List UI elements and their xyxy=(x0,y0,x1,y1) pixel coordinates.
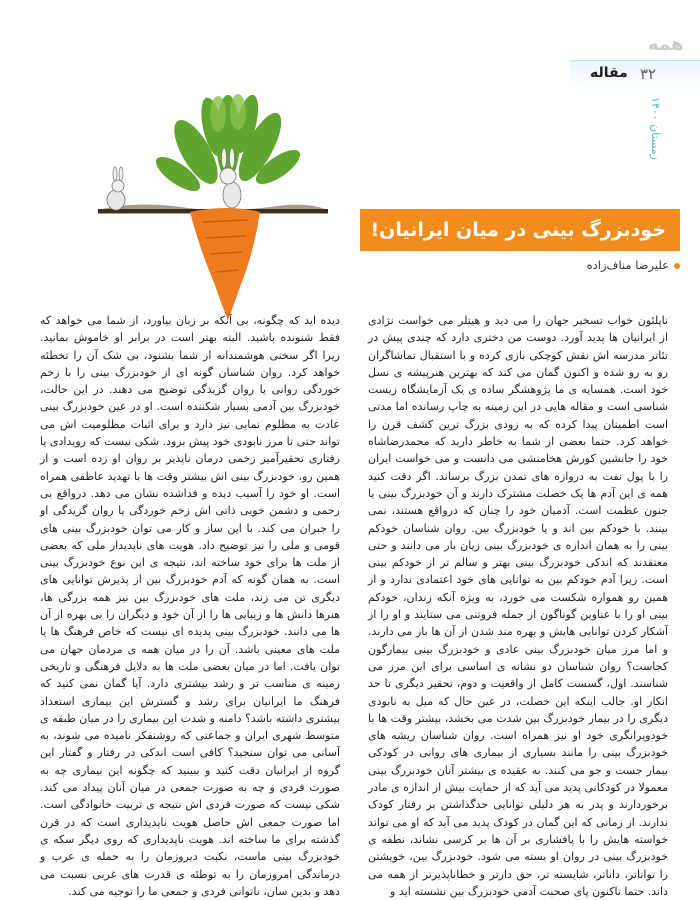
author-name: علیرضا مناف‌زاده xyxy=(586,258,669,272)
title-banner xyxy=(360,209,680,251)
body-column-right: ناپلئون خواب تسخیر جهان را می دید و هیتلر می خواست نژادی از ایرانیان ها پدید آورد. دوست من دختری دارد که چندی پیش در تئاتر مدرسه اش نقش کوچکی بازی کرده و با استقبال تماشاگران رو به رو شده و اکنون گمان می کند که بهترین هنرپیشه ی نسل خود است. همسایه ی ما پژوهشگر ساده ی یک آزمایشگاه زیست شناسی است و مقاله هایی در این زمینه به چاپ رسانده اما مدتی است اطمینان پیدا کرده که به زودی بزرگ ترین کشف قرن را خواهد کرد. حتما بعضی از شما به خاطر دارید که محمدرضاشاه خود را جانشین کورش هخامنشی می دانست و می خواست ایران را با پول نفت به دروازه های تمدن بزرگ برساند. اگر دقت کنید همه ی این آدم ها یک خصلت مشترک دارند و آن خودبزرگ بینی یا جنون عظمت است. آدمیان خود را چنان که درواقع هستند، نمی بینند. با خودکم بین اند و یا خودبزرگ بین. روان شناسان خودکم بینی را به همان اندازه ی خودبزرگ بینی زیان بار می دانند و حتی معتقدند که اندکی خودبزرگ بینی بهتر و سالم تر از خودکم بینی است. زیرا آدم خودکم بین به توانایی های خود اعتمادی ندارد و از همین رو همواره شکست می خورد، به ویژه آنکه زندان، خودکم بینی او را با عناوین گوناگون از جمله فروتنی می ستایند و او را از آشکار کردن توانایی هایش و بهره مند شدن از آن ها باز می دارند. و اما مرز میان خودبزرگ بینی عادی و خودبزرگ بینی بیمارگون کجاست؟ روان شناسان دو نشانه ی اساسی برای این مرز می شناسند. اول، گسست کامل از واقعیت و دوم، تحقیر دیگری تا حد انکار او. جالب اینکه این خصلت، در عین حال که میل به نابودی دیگری را در بیمار خودبزرگ بین شدت می بخشد، بیشتر وقت ها با خودویرانگری خود او نیز همراه است. روان شناسان ریشه های خودبزرگ بینی را مانند بسیاری از بیماری های روانی در کودکی بیمار جست و جو می کنند. به عقیده ی بیشتر آنان خودبزرگ بینی معمولا در کودکانی پدید می آید که از حمایت بیش از اندازه ی مادر برخوردارند و پدر به هر دلیلی توانایی حدگذاشتن بر رفتار کودک ندارند. از زمانی که این گمان در کودک پدید می آید که او می تواند خواسته هایش را با پافشاری بر آن ها بر کرسی نشاند، نطفه ی خودبزرگ بینی در روان او بسته می شود. خودبزرگ بین، خویشتن را تواناتر، داناتر، شایسته تر، حق دارتر و خطاناپذیرتر از همه می داند. حتما تاکنون پای صحبت آدمی خودبزرگ بین نشسته اید و xyxy=(368,314,668,898)
body-column-left: دیده اید که چگونه، بی آنکه بر زبان بیاورد، از شما می خواهد که فقط شنونده باشید. البته بهتر است در برابر او خاموش بمانید. زیرا اگر سخنی هوشمندانه از شما بشنود، بی شک آن را تخطئه خواهد کرد. روان شناسان گونه ای از خودبزرگ بینی را با زخم خوردگی روانی یا روان گزیدگی توضیح می دهند. در این حالت، خودبزرگ بین آدمی بسیار شکننده است. او در عین خودبزرگ بینی عادت به مظلوم نمایی نیز دارد و برای اثبات مظلومیت اش می تواند حتی تا مرز نابودی خود پیش برود. شکی نیست که رویدادی یا رفتاری تحقیرآمیز زخمی درمان ناپذیر بر روان او زده است و از همین رو، خودبزرگ بینی اش بیشتر وقت ها با تهدید عاطفی همراه است. او خود را آسیب دیده و فداشده نشان می دهد. درواقع بی رحمی و دشمن خویی ذاتی اش زخم خوردگی یا روان گزیدگی او را جبران می کند. با این ساز و کار می توان خودبزرگ بینی های قومی و ملی را نیز توضیح داد. هویت های ناپدیدار ملی که بعضی از ملت ها برای خود ساخته اند، نتیجه ی این نوع خودبزرگ بینی است. به همان گونه که آدم خودبزرگ بین از پذیرش توانایی های دیگری تن می زند، ملت های خودبزرگ بین نیز همه بزرگی ها، هنرها دانش ها و زیبایی ها را از آن خود و دیگران را بی بهره از آن ها می دانند. خودبزرگ بینی پدیده ای نیست که خاص فرهنگ ها یا ملت های معینی باشد. آن را در میان همه ی مردمان جهان می توان یافت. اما در میان بعضی ملت ها به دلایل فرهنگی و تاریخی زمینه ی مناسب تر و رشد بیشتری دارد. آیا گمان نمی کنید که فرهنگ ما ایرانیان برای رشد و گسترش این بیماری استعداد بیشتری داشته باشد؟ دامنه و شدت این بیماری را در میان طبقه ی متوسط شهری ایران و جماعتی که روشنفکر نامیده می شوند، به آسانی می توان سنجید؟ کافی است اندکی در رفتار و گفتار این گروه از ایرانیان دقت کنید و ببینید که چگونه این بیماری چه به صورت فردی و چه به صورت جمعی در میان آنان پیداد می کند. شکی نیست که صورت فردی اش نتیجه ی تربیت خانوادگی است. اما صورت جمعی اش حاصل هویت ناپدیداری است که در قرن گذشته برای ما ساخته اند. هویت ناپدیداری که روی دیگر سکه ی خودبزرگ بینی ماست، نکبت دیروزمان را به حمله ی عرب و درماندگی امروزمان را به توطئه ی قدرت های غربی نسبت می دهد و بدین سان، ناتوانی فردی و جمعی ما را توجیه می کند. xyxy=(40,314,340,898)
section-name: مقاله xyxy=(590,65,628,81)
article-title: خودبزرگ بینی در میان ایرانیان! xyxy=(370,219,666,241)
author-bullet-icon xyxy=(674,263,680,269)
author-line xyxy=(500,258,680,272)
rabbit-small xyxy=(107,167,125,210)
brand-logo: همه xyxy=(648,34,684,55)
side-season-label: زمستان ۱۴۰۰ xyxy=(649,97,662,160)
page-number: ۳۲ xyxy=(640,65,657,83)
carrot-rabbits-illustration xyxy=(78,92,338,322)
